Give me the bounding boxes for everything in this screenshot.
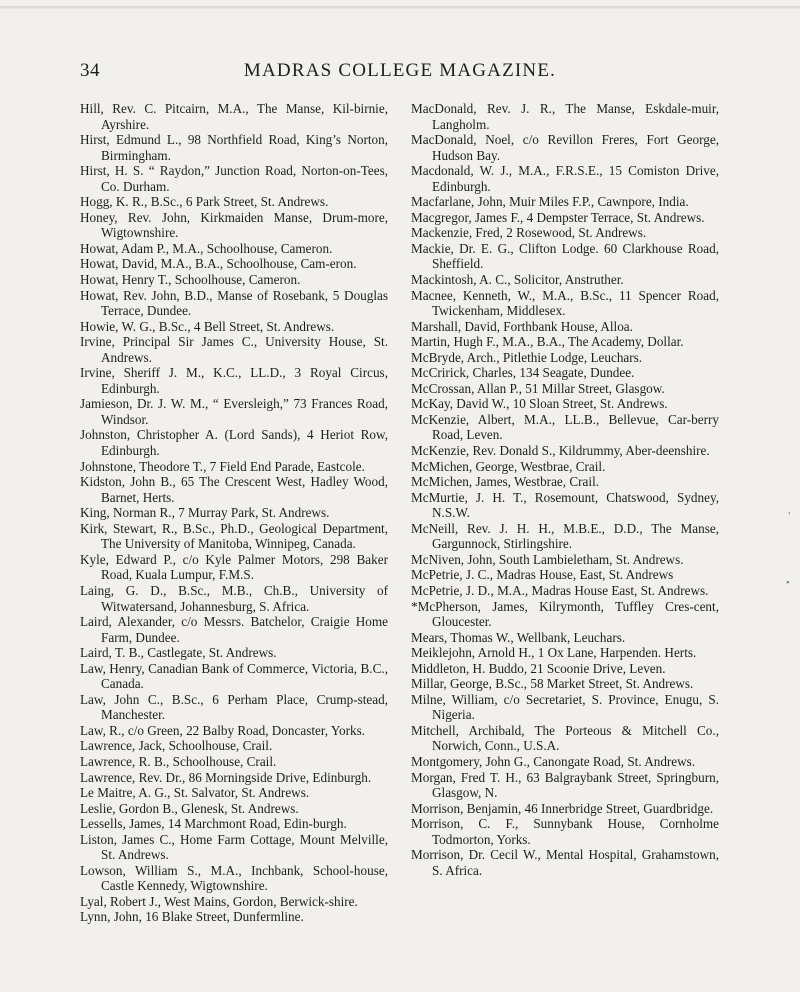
directory-entry: Lawrence, Rev. Dr., 86 Morningside Drive, Edinburgh.	[80, 769, 372, 785]
directory-entry: Law, R., c/o Green, 22 Balby Road, Doncaster, Yorks.	[80, 722, 366, 738]
directory-entry: Lyal, Robert J., West Mains, Gordon, Berwick-shire.	[80, 893, 358, 909]
directory-entry: Lowson, William S., M.A., Inchbank, School-house, Castle Kennedy, Wigtownshire.	[80, 862, 388, 894]
directory-entry: Hill, Rev. C. Pitcairn, M.A., The Manse, Kil-birnie, Ayrshire.	[80, 101, 388, 132]
right-column	[411, 101, 719, 878]
directory-entry: Millar, George, B.Sc., 58 Market Street, St. Andrews.	[411, 676, 694, 692]
directory-entry: Milne, William, c/o Secretariet, S. Province, Enugu, S. Nigeria.	[411, 691, 719, 723]
directory-entry: Irvine, Principal Sir James C., University House, St. Andrews.	[80, 334, 388, 365]
directory-entry: McMichen, George, Westbrae, Crail.	[411, 458, 606, 474]
directory-entry: McNeill, Rev. J. H. H., M.B.E., D.D., The Manse, Gargunnock, Stirlingshire.	[411, 520, 719, 552]
directory-entry: Morrison, C. F., Sunnybank House, Cornholme Todmorton, Yorks.	[411, 816, 719, 847]
page-number: 34	[80, 60, 100, 81]
directory-entry: Jamieson, Dr. J. W. M., “ Eversleigh,” 73 Frances Road, Windsor.	[80, 396, 388, 427]
directory-entry: McCririck, Charles, 134 Seagate, Dundee.	[411, 365, 635, 381]
directory-entry: Montgomery, John G., Canongate Road, St. Andrews.	[411, 753, 696, 769]
directory-entry: Meiklejohn, Arnold H., 1 Ox Lane, Harpenden. Herts.	[411, 645, 697, 661]
directory-entry: Hirst, H. S. “ Raydon,” Junction Road, Norton-on-Tees, Co. Durham.	[80, 163, 388, 194]
directory-entry: Laing, G. D., B.Sc., M.B., Ch.B., University of Witwatersand, Johannesburg, S. Africa.	[80, 582, 388, 614]
directory-entry: Middleton, H. Buddo, 21 Scoonie Drive, Leven.	[411, 660, 666, 676]
directory-entry: Mears, Thomas W., Wellbank, Leuchars.	[411, 629, 626, 645]
directory-entry: Leslie, Gordon B., Glenesk, St. Andrews.	[80, 800, 299, 816]
margin-speck: ,	[788, 505, 791, 516]
directory-entry: Mackenzie, Fred, 2 Rosewood, St. Andrews.	[411, 225, 647, 241]
page-title: MADRAS COLLEGE MAGAZINE.	[243, 60, 557, 81]
directory-entry: MacDonald, Rev. J. R., The Manse, Eskdale-muir, Langholm.	[411, 101, 719, 132]
directory-entry: Macgregor, James F., 4 Dempster Terrace, St. Andrews.	[411, 209, 705, 225]
directory-entry: Le Maitre, A. G., St. Salvator, St. Andrews.	[80, 785, 310, 801]
directory-entry: Kirk, Stewart, R., B.Sc., Ph.D., Geological Department, The University of Manitoba, Winnipeg, Canada.	[80, 520, 388, 552]
directory-entry: McKenzie, Rev. Donald S., Kildrummy, Aber-deenshire.	[411, 443, 710, 459]
margin-speck: •	[786, 578, 790, 589]
directory-entry: Howat, David, M.A., B.A., Schoolhouse, Cam-eron.	[80, 256, 357, 272]
directory-entry: Hogg, K. R., B.Sc., 6 Park Street, St. Andrews.	[80, 194, 329, 210]
directory-entry: Lawrence, Jack, Schoolhouse, Crail.	[80, 738, 273, 754]
directory-entry: Mitchell, Archibald, The Porteous & Mitchell Co., Norwich, Conn., U.S.A.	[411, 722, 719, 754]
directory-entry: Howat, Henry T., Schoolhouse, Cameron.	[80, 272, 301, 288]
directory-entry: Howat, Rev. John, B.D., Manse of Rosebank, 5 Douglas Terrace, Dundee.	[80, 287, 388, 319]
directory-entry: McPetrie, J. C., Madras House, East, St. Andrews	[411, 567, 674, 583]
directory-entry: McNiven, John, South Lambieletham, St. Andrews.	[411, 551, 684, 567]
left-column	[80, 101, 388, 925]
directory-entry: Macnee, Kenneth, W., M.A., B.Sc., 11 Spencer Road, Twickenham, Middlesex.	[411, 287, 719, 319]
directory-entry: McKay, David W., 10 Sloan Street, St. Andrews.	[411, 396, 668, 412]
directory-entry: Hirst, Edmund L., 98 Northfield Road, King’s Norton, Birmingham.	[80, 132, 388, 163]
directory-entry: Law, Henry, Canadian Bank of Commerce, Victoria, B.C., Canada.	[80, 660, 388, 692]
directory-entry: MacDonald, Noel, c/o Revillon Freres, Fort George, Hudson Bay.	[411, 132, 719, 163]
directory-entry: McKenzie, Albert, M.A., LL.B., Bellevue, Car-berry Road, Leven.	[411, 411, 719, 443]
directory-entry: McCrossan, Allan P., 51 Millar Street, Glasgow.	[411, 380, 665, 396]
directory-entry: Kyle, Edward P., c/o Kyle Palmer Motors, 298 Baker Road, Kuala Lumpur, F.M.S.	[80, 551, 388, 583]
directory-entry: Macfarlane, John, Muir Miles F.P., Cawnpore, India.	[411, 194, 689, 210]
directory-entry: Macdonald, W. J., M.A., F.R.S.E., 15 Comiston Drive, Edinburgh.	[411, 163, 719, 194]
directory-entry: King, Norman R., 7 Murray Park, St. Andrews.	[80, 505, 330, 521]
directory-entry: Marshall, David, Forthbank House, Alloa.	[411, 318, 633, 334]
directory-entry: Howat, Adam P., M.A., Schoolhouse, Cameron.	[80, 240, 333, 256]
directory-entry: Morgan, Fred T. H., 63 Balgraybank Street, Springburn, Glasgow, N.	[411, 769, 719, 801]
directory-entry: McMurtie, J. H. T., Rosemount, Chatswood, Sydney, N.S.W.	[411, 489, 719, 521]
directory-entry: Morrison, Benjamin, 46 Innerbridge Street, Guardbridge.	[411, 800, 714, 816]
directory-entry: Lynn, John, 16 Blake Street, Dunfermline.	[80, 909, 304, 925]
directory-entry: McMichen, James, Westbrae, Crail.	[411, 474, 600, 490]
directory-entry: Laird, T. B., Castlegate, St. Andrews.	[80, 645, 277, 661]
directory-entry: Liston, James C., Home Farm Cottage, Mount Melville, St. Andrews.	[80, 831, 388, 863]
directory-entry: Laird, Alexander, c/o Messrs. Batchelor, Craigie Home Farm, Dundee.	[80, 614, 388, 645]
directory-entry: McBryde, Arch., Pitlethie Lodge, Leuchars.	[411, 349, 643, 365]
directory-entry: Mackie, Dr. E. G., Clifton Lodge. 60 Clarkhouse Road, Sheffield.	[411, 240, 719, 272]
directory-entry: Lawrence, R. B., Schoolhouse, Crail.	[80, 753, 277, 769]
directory-entry: Lessells, James, 14 Marchmont Road, Edin-burgh.	[80, 816, 347, 832]
directory-entry: McPetrie, J. D., M.A., Madras House East, St. Andrews.	[411, 582, 709, 598]
directory-entry: Johnston, Christopher A. (Lord Sands), 4 Heriot Row, Edinburgh.	[80, 427, 388, 459]
directory-entry: Kidston, John B., 65 The Crescent West, Hadley Wood, Barnet, Herts.	[80, 474, 388, 505]
directory-entry: Johnstone, Theodore T., 7 Field End Parade, Eastcole.	[80, 458, 365, 474]
directory-entry: Honey, Rev. John, Kirkmaiden Manse, Drum-more, Wigtownshire.	[80, 209, 388, 241]
directory-entry: Morrison, Dr. Cecil W., Mental Hospital, Grahamstown, S. Africa.	[411, 847, 719, 878]
directory-entry: Martin, Hugh F., M.A., B.A., The Academy, Dollar.	[411, 334, 684, 350]
directory-entry: Howie, W. G., B.Sc., 4 Bell Street, St. Andrews.	[80, 318, 335, 334]
directory-entry: *McPherson, James, Kilrymonth, Tuffley Cres-cent, Gloucester.	[411, 598, 719, 630]
page-top-edge	[0, 6, 800, 9]
directory-entry: Law, John C., B.Sc., 6 Perham Place, Crump-stead, Manchester.	[80, 691, 388, 723]
directory-entry: Irvine, Sheriff J. M., K.C., LL.D., 3 Royal Circus, Edinburgh.	[80, 365, 388, 396]
directory-entry: Mackintosh, A. C., Solicitor, Anstruther.	[411, 272, 624, 288]
